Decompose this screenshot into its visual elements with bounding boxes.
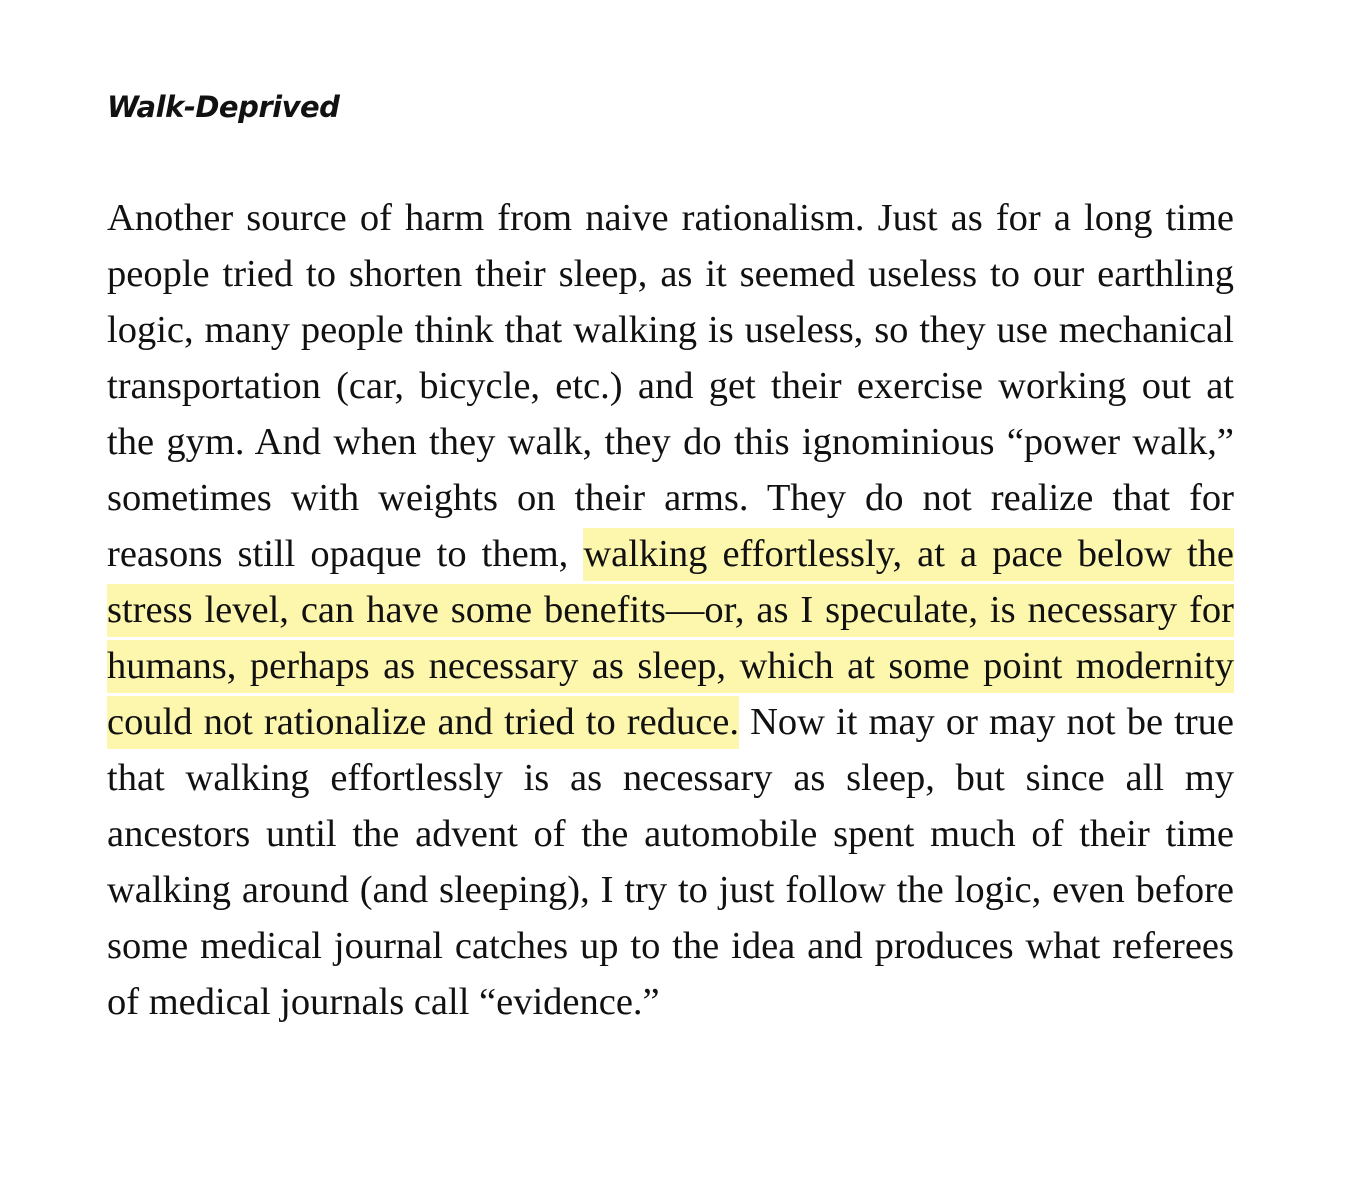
body-paragraph[interactable] xyxy=(107,190,1234,1030)
page-content xyxy=(107,86,1234,1030)
paragraph-text-before: Another source of harm from naive rationalism. Just as for a long time people tried to shorten their sleep, as it seemed useless to our earthling logic, many people think that walking is useless, so they use mechanical transportation (car, bicycle, etc.) and get their exercise working out at the gym. And when they walk, they do this ignominious “power walk,” sometimes with weights on their arms. They do not realize that for reasons still opaque to them, xyxy=(107,197,1234,575)
highlighted-passage[interactable]: walking effortlessly, at a pace below the stress level, can have some benefits—or, as I speculate, is necessary for humans, perhaps as necessary as sleep, which at some point modernity could not rationalize and tried to reduce. xyxy=(107,528,1234,749)
paragraph-text-after: Now it may or may not be true that walking effortlessly is as necessary as sleep, but since all my ancestors until the advent of the automobile spent much of their time walking around (and sleeping), I try to just follow the logic, even before some medical journal catches up to the idea and produces what referees of medical journals call “evidence.” xyxy=(107,701,1234,1023)
section-heading: Walk-Deprived xyxy=(107,90,340,124)
